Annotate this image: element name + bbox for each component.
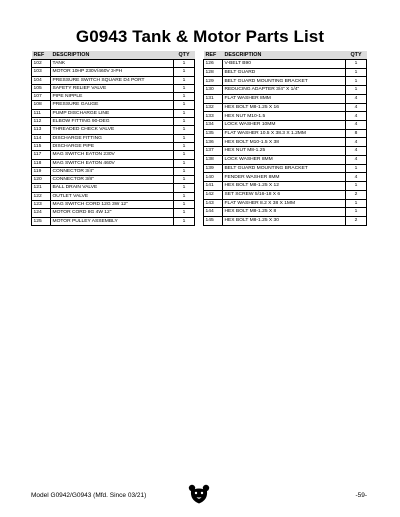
table-header-row bbox=[204, 51, 367, 60]
page-title: G0943 Tank & Motor Parts List bbox=[75, 27, 325, 46]
part-description: TANK bbox=[51, 60, 174, 68]
part-qty: 1 bbox=[174, 201, 195, 209]
part-qty: 1 bbox=[174, 126, 195, 134]
table-row bbox=[204, 112, 367, 121]
part-ref: 119 bbox=[32, 167, 51, 175]
part-description: HEX NUT M10-1.5 bbox=[223, 112, 346, 121]
part-ref: 126 bbox=[204, 60, 223, 69]
part-qty: 4 bbox=[346, 121, 367, 130]
parts-table-right-body bbox=[204, 60, 367, 226]
table-row bbox=[32, 84, 195, 92]
part-description: BELT GUARD bbox=[223, 68, 346, 77]
part-qty: 1 bbox=[346, 60, 367, 69]
part-description: HEX BOLT M8-1.25 X 8 bbox=[223, 208, 346, 217]
table-row bbox=[32, 134, 195, 142]
part-ref: 102 bbox=[32, 60, 51, 68]
part-ref: 113 bbox=[32, 126, 51, 134]
table-row bbox=[32, 201, 195, 209]
part-qty: 2 bbox=[346, 216, 367, 225]
table-row bbox=[204, 121, 367, 130]
part-ref: 133 bbox=[204, 112, 223, 121]
part-description: BALL DRAIN VALVE bbox=[51, 184, 174, 192]
part-ref: 108 bbox=[32, 101, 51, 109]
table-row bbox=[32, 176, 195, 184]
table-row bbox=[204, 208, 367, 217]
part-description: MOTOR PULLEY ASSEMBLY bbox=[51, 217, 174, 225]
table-row bbox=[32, 101, 195, 109]
part-description: FLAT WASHER 8.2 X 38 X 1MM bbox=[223, 199, 346, 208]
part-description: CONNECTOR 3/8" bbox=[51, 176, 174, 184]
part-ref: 135 bbox=[204, 129, 223, 138]
ref-header: REF bbox=[204, 51, 223, 60]
part-description: MOTOR 10HP 230V/460V 3-PH bbox=[51, 68, 174, 76]
table-row bbox=[204, 164, 367, 173]
part-qty: 1 bbox=[346, 182, 367, 191]
part-qty: 1 bbox=[346, 164, 367, 173]
part-description: FLAT WASHER 8MM bbox=[223, 94, 346, 103]
part-description: HEX BOLT M8-1.25 X 30 bbox=[223, 216, 346, 225]
part-description: REDUCING ADAPTER 3/4" X 1/4" bbox=[223, 86, 346, 95]
part-description: BELT GUARD MOUNTING BRACKET bbox=[223, 164, 346, 173]
part-ref: 137 bbox=[204, 147, 223, 156]
part-ref: 138 bbox=[204, 155, 223, 164]
part-ref: 125 bbox=[32, 217, 51, 225]
table-row bbox=[204, 94, 367, 103]
table-row bbox=[32, 209, 195, 217]
table-row bbox=[32, 93, 195, 101]
part-description: PUMP DISCHARGE LINE bbox=[51, 109, 174, 117]
part-description: ELBOW FITTING 90-DEG bbox=[51, 118, 174, 126]
part-qty: 1 bbox=[174, 209, 195, 217]
part-qty: 1 bbox=[174, 101, 195, 109]
part-description: MAG SWITCH EATON 230V bbox=[51, 151, 174, 159]
part-qty: 1 bbox=[346, 208, 367, 217]
part-qty: 1 bbox=[174, 184, 195, 192]
part-qty: 1 bbox=[346, 68, 367, 77]
part-ref: 142 bbox=[204, 190, 223, 199]
grizzly-bear-logo-icon bbox=[188, 484, 210, 504]
part-ref: 123 bbox=[32, 201, 51, 209]
part-qty: 1 bbox=[174, 109, 195, 117]
part-ref: 144 bbox=[204, 208, 223, 217]
table-row bbox=[32, 60, 195, 68]
part-ref: 111 bbox=[32, 109, 51, 117]
table-row bbox=[32, 159, 195, 167]
table-row bbox=[204, 216, 367, 225]
parts-table-left bbox=[31, 51, 195, 226]
footer-page-number: -59- bbox=[355, 492, 367, 499]
part-qty: 1 bbox=[174, 84, 195, 92]
parts-table-right bbox=[203, 51, 367, 226]
table-row bbox=[204, 60, 367, 69]
part-qty: 4 bbox=[346, 112, 367, 121]
table-row bbox=[204, 129, 367, 138]
part-ref: 104 bbox=[32, 76, 51, 84]
part-description: FLAT WASHER 10.5 X 38.3 X 1.2MM bbox=[223, 129, 346, 138]
part-description: LOCK WASHER 10MM bbox=[223, 121, 346, 130]
part-qty: 1 bbox=[346, 199, 367, 208]
part-ref: 134 bbox=[204, 121, 223, 130]
part-description: PIPE NIPPLE bbox=[51, 93, 174, 101]
table-row bbox=[32, 192, 195, 200]
part-ref: 124 bbox=[32, 209, 51, 217]
part-ref: 118 bbox=[32, 159, 51, 167]
table-row bbox=[32, 118, 195, 126]
table-row bbox=[204, 147, 367, 156]
part-ref: 122 bbox=[32, 192, 51, 200]
part-ref: 120 bbox=[32, 176, 51, 184]
part-description: SET SCREW 5/16-18 X 6 bbox=[223, 190, 346, 199]
part-qty: 4 bbox=[346, 147, 367, 156]
part-ref: 139 bbox=[204, 164, 223, 173]
qty-header: QTY bbox=[346, 51, 367, 60]
part-description: DISCHARGE FITTING bbox=[51, 134, 174, 142]
part-description: HEX BOLT M8-1.25 X 16 bbox=[223, 103, 346, 112]
table-row bbox=[32, 109, 195, 117]
part-qty: 1 bbox=[174, 159, 195, 167]
part-qty: 1 bbox=[174, 93, 195, 101]
table-header-row bbox=[32, 51, 195, 60]
part-ref: 115 bbox=[32, 142, 51, 150]
table-row bbox=[204, 199, 367, 208]
table-row bbox=[204, 138, 367, 147]
table-row bbox=[204, 77, 367, 86]
part-description: LOCK WASHER 8MM bbox=[223, 155, 346, 164]
table-row bbox=[204, 86, 367, 95]
part-description: MOTOR CORD 8G 4W 12" bbox=[51, 209, 174, 217]
part-ref: 140 bbox=[204, 173, 223, 182]
part-description: SAFETY RELIEF VALVE bbox=[51, 84, 174, 92]
table-row bbox=[32, 217, 195, 225]
table-row bbox=[32, 76, 195, 84]
part-qty: 1 bbox=[174, 68, 195, 76]
ref-header: REF bbox=[32, 51, 51, 60]
table-row bbox=[32, 184, 195, 192]
part-qty: 1 bbox=[174, 151, 195, 159]
table-row bbox=[204, 68, 367, 77]
qty-header: QTY bbox=[174, 51, 195, 60]
part-ref: 136 bbox=[204, 138, 223, 147]
part-qty: 4 bbox=[346, 94, 367, 103]
table-row bbox=[32, 68, 195, 76]
table-row bbox=[204, 103, 367, 112]
part-ref: 103 bbox=[32, 68, 51, 76]
part-ref: 141 bbox=[204, 182, 223, 191]
part-ref: 112 bbox=[32, 118, 51, 126]
part-description: HEX BOLT M10-1.5 X 38 bbox=[223, 138, 346, 147]
part-qty: 1 bbox=[346, 86, 367, 95]
part-qty: 4 bbox=[346, 138, 367, 147]
part-description: THREADED CHECK VALVE bbox=[51, 126, 174, 134]
table-row bbox=[32, 126, 195, 134]
part-ref: 130 bbox=[204, 86, 223, 95]
part-description: CONNECTOR 3/4" bbox=[51, 167, 174, 175]
part-ref: 114 bbox=[32, 134, 51, 142]
part-qty: 1 bbox=[174, 142, 195, 150]
footer-model: Model G0942/G0943 (Mfd. Since 03/21) bbox=[31, 492, 147, 499]
part-qty: 1 bbox=[174, 76, 195, 84]
part-ref: 145 bbox=[204, 216, 223, 225]
part-description: MAG SWITCH CORD 12G 3W 12" bbox=[51, 201, 174, 209]
part-description: MAG SWITCH EATON 460V bbox=[51, 159, 174, 167]
part-qty: 1 bbox=[174, 217, 195, 225]
part-description: HEX NUT M8-1.25 bbox=[223, 147, 346, 156]
part-ref: 105 bbox=[32, 84, 51, 92]
part-ref: 121 bbox=[32, 184, 51, 192]
part-description: FENDER WASHER 8MM bbox=[223, 173, 346, 182]
parts-tables bbox=[31, 51, 367, 226]
part-ref: 107 bbox=[32, 93, 51, 101]
part-qty: 8 bbox=[346, 129, 367, 138]
parts-table-left-body bbox=[32, 60, 195, 226]
part-description: PRESSURE SWITCH SQUARE D4 PORT bbox=[51, 76, 174, 84]
table-row bbox=[204, 190, 367, 199]
part-description: PRESSURE GAUGE bbox=[51, 101, 174, 109]
part-description: HEX BOLT M8-1.25 X 12 bbox=[223, 182, 346, 191]
part-qty: 4 bbox=[346, 155, 367, 164]
part-qty: 1 bbox=[174, 60, 195, 68]
part-qty: 1 bbox=[174, 134, 195, 142]
part-qty: 1 bbox=[174, 118, 195, 126]
table-row bbox=[32, 142, 195, 150]
table-row bbox=[204, 182, 367, 191]
part-qty: 2 bbox=[346, 190, 367, 199]
part-qty: 1 bbox=[174, 176, 195, 184]
description-header: DESCRIPTION bbox=[223, 51, 346, 60]
part-description: V-BELT B90 bbox=[223, 60, 346, 69]
part-description: OUTLET VALVE bbox=[51, 192, 174, 200]
part-qty: 4 bbox=[346, 103, 367, 112]
table-row bbox=[32, 167, 195, 175]
part-ref: 129 bbox=[204, 77, 223, 86]
part-description: BELT GUARD MOUNTING BRACKET bbox=[223, 77, 346, 86]
part-ref: 128 bbox=[204, 68, 223, 77]
part-ref: 143 bbox=[204, 199, 223, 208]
table-row bbox=[204, 155, 367, 164]
part-qty: 1 bbox=[346, 77, 367, 86]
table-row bbox=[204, 173, 367, 182]
part-ref: 131 bbox=[204, 94, 223, 103]
description-header: DESCRIPTION bbox=[51, 51, 174, 60]
part-qty: 1 bbox=[174, 167, 195, 175]
part-description: DISCHARGE PIPE bbox=[51, 142, 174, 150]
table-row bbox=[32, 151, 195, 159]
part-qty: 1 bbox=[174, 192, 195, 200]
part-ref: 132 bbox=[204, 103, 223, 112]
part-ref: 117 bbox=[32, 151, 51, 159]
part-qty: 4 bbox=[346, 173, 367, 182]
